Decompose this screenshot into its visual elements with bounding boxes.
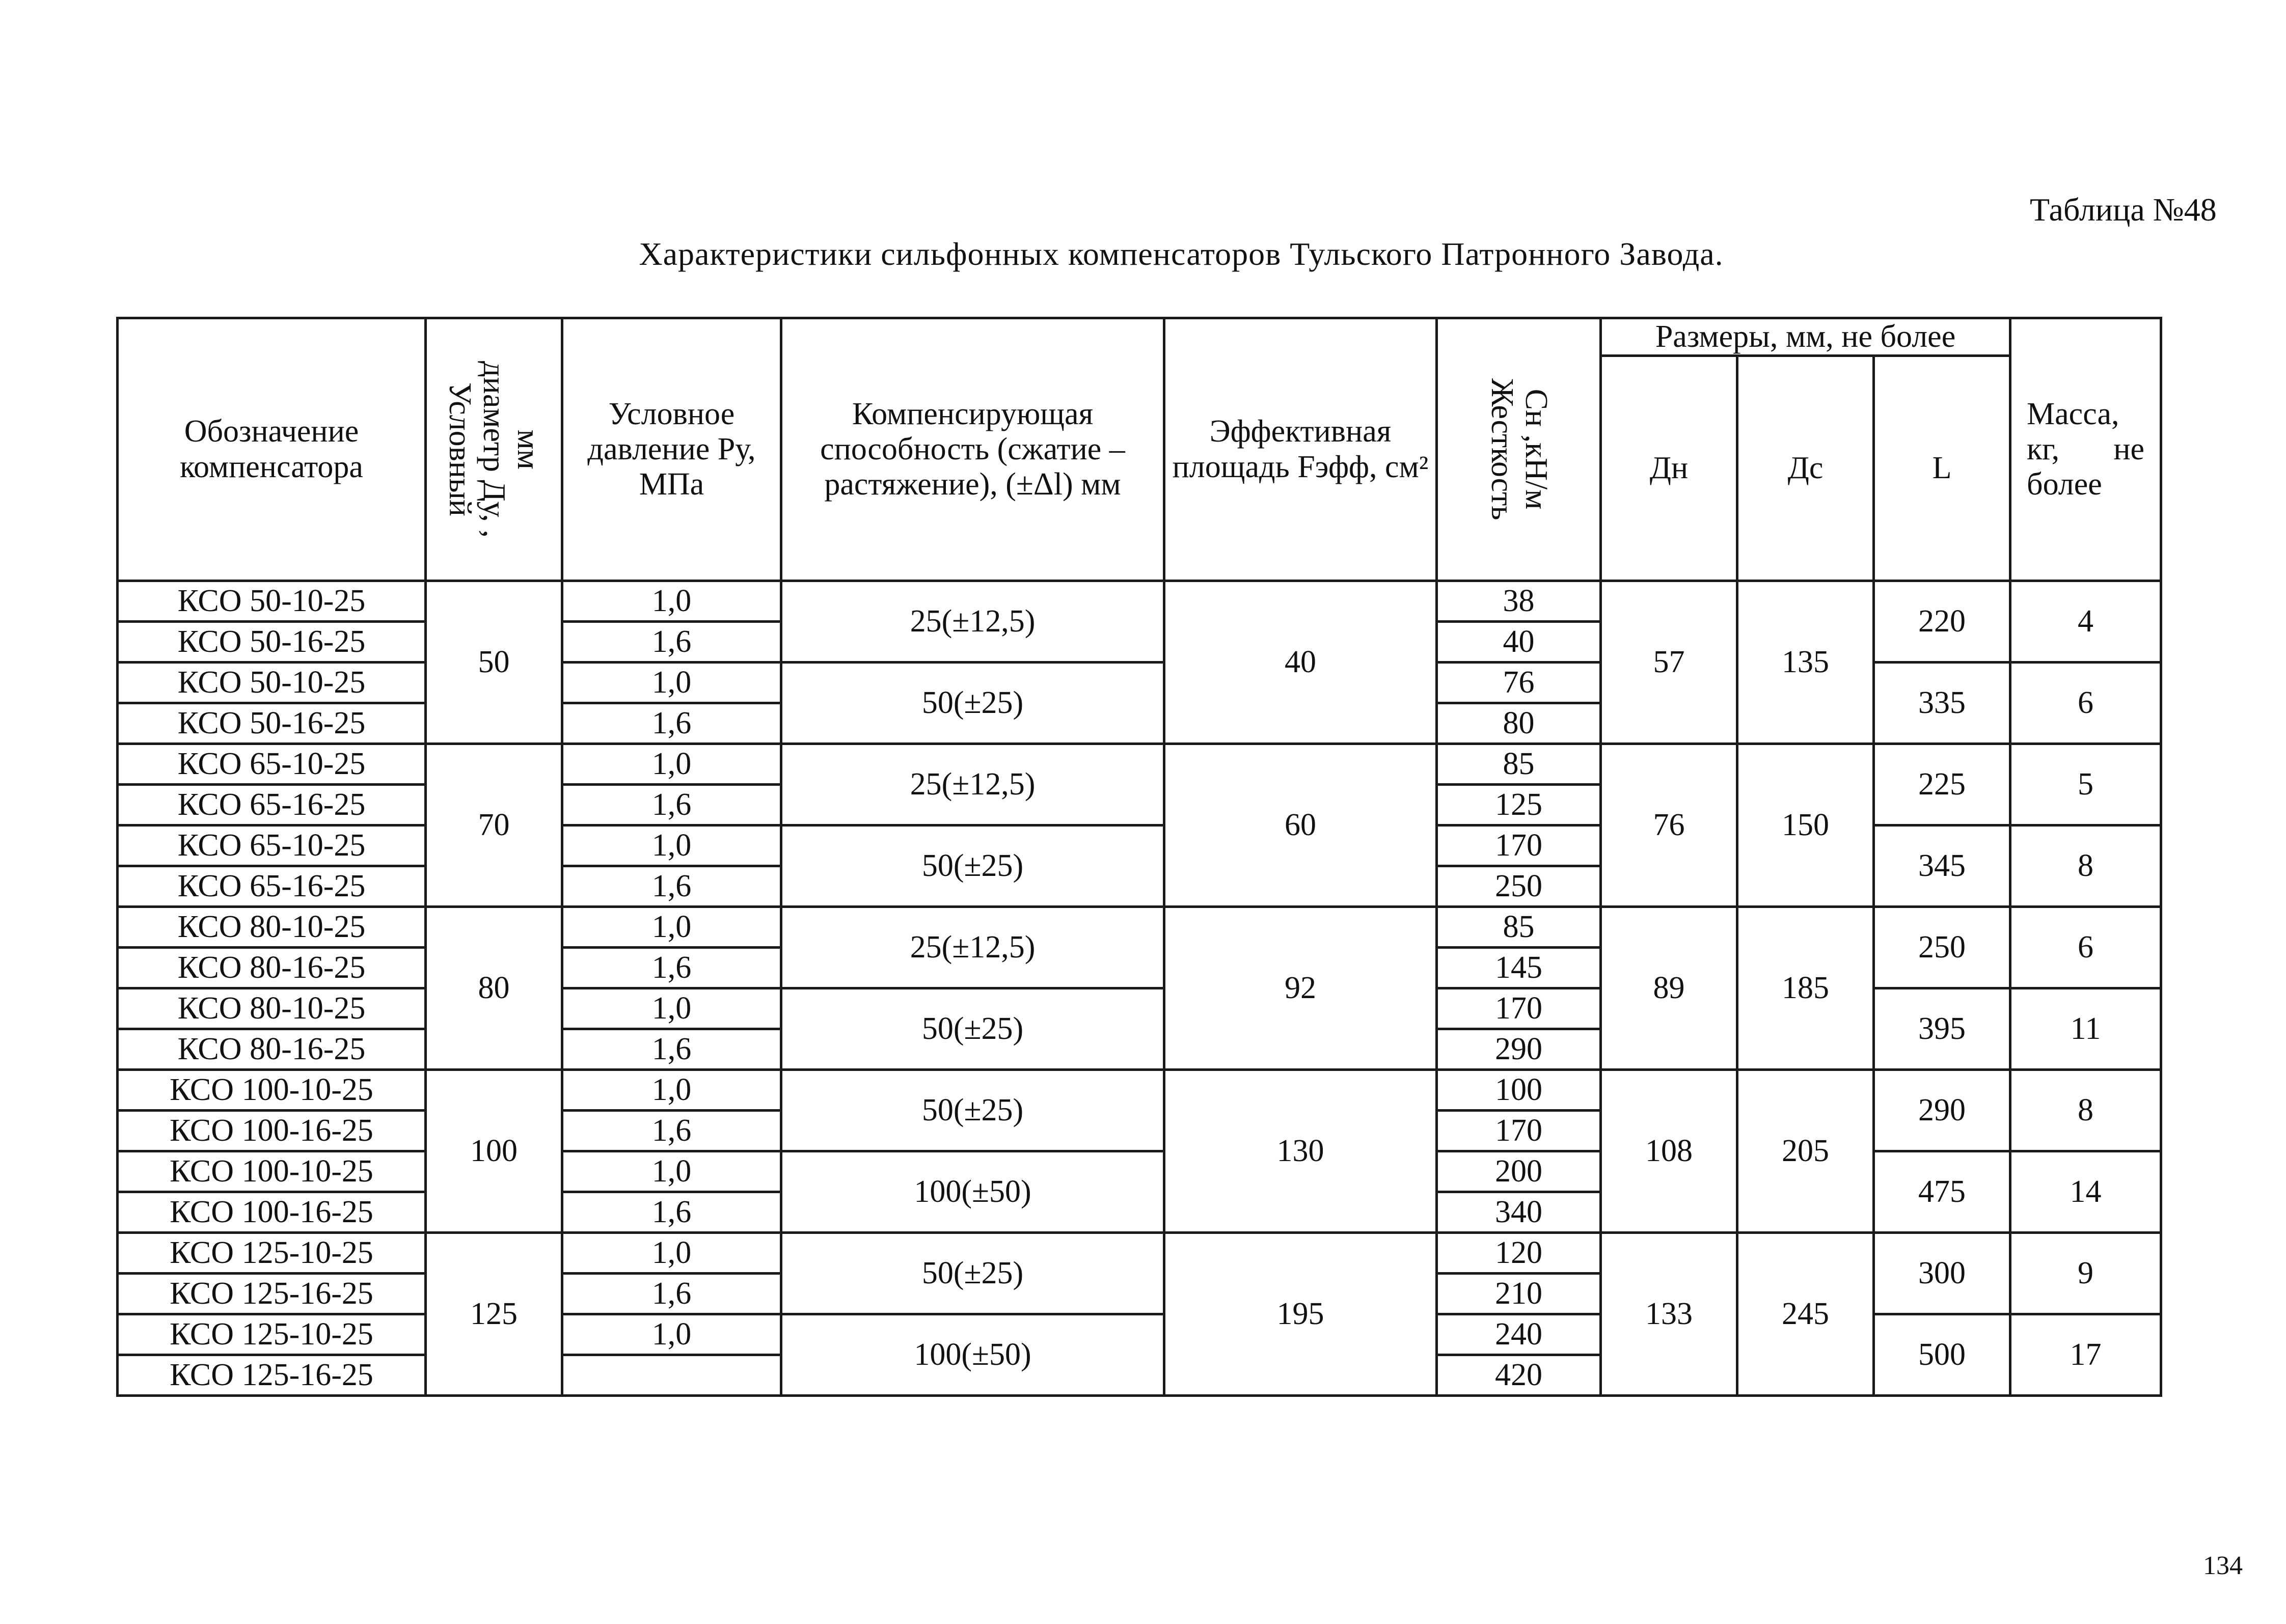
cell-designation: КСО 65-16-25 bbox=[118, 866, 426, 907]
cell-nominal-pressure: 1,6 bbox=[562, 1274, 781, 1314]
cell-stiffness: 85 bbox=[1437, 907, 1601, 948]
cell-nominal-pressure: 1,6 bbox=[562, 622, 781, 663]
cell-compensating-capacity: 100(±50) bbox=[781, 1151, 1164, 1233]
table-row bbox=[118, 907, 2161, 948]
cell-nominal-pressure: 1,0 bbox=[562, 1233, 781, 1274]
header-stiffness: Жесткость Сн ,кН/м bbox=[1437, 318, 1601, 581]
cell-dc: 150 bbox=[1737, 744, 1874, 907]
cell-nominal-pressure: 1,0 bbox=[562, 581, 781, 622]
cell-stiffness: 120 bbox=[1437, 1233, 1601, 1274]
cell-nominal-diameter: 100 bbox=[426, 1070, 562, 1233]
header-dimensions-group: Размеры, мм, не более bbox=[1601, 318, 2010, 356]
cell-dn: 89 bbox=[1601, 907, 1737, 1070]
cell-effective-area: 195 bbox=[1164, 1233, 1437, 1396]
cell-designation: КСО 100-10-25 bbox=[118, 1151, 426, 1192]
cell-nominal-diameter: 70 bbox=[426, 744, 562, 907]
compensator-spec-table bbox=[116, 317, 2162, 1397]
cell-dn: 108 bbox=[1601, 1070, 1737, 1233]
table-row bbox=[118, 1070, 2161, 1111]
cell-compensating-capacity: 50(±25) bbox=[781, 988, 1164, 1070]
cell-compensating-capacity: 50(±25) bbox=[781, 1070, 1164, 1151]
cell-length: 220 bbox=[1874, 581, 2010, 663]
cell-compensating-capacity: 25(±12,5) bbox=[781, 744, 1164, 825]
cell-stiffness: 38 bbox=[1437, 581, 1601, 622]
cell-compensating-capacity: 100(±50) bbox=[781, 1314, 1164, 1396]
cell-nominal-pressure: 1,0 bbox=[562, 663, 781, 703]
cell-dc: 135 bbox=[1737, 581, 1874, 744]
table-row bbox=[118, 1233, 2161, 1274]
cell-dn: 133 bbox=[1601, 1233, 1737, 1396]
cell-compensating-capacity: 25(±12,5) bbox=[781, 907, 1164, 988]
cell-mass: 4 bbox=[2010, 581, 2161, 663]
cell-stiffness: 210 bbox=[1437, 1274, 1601, 1314]
cell-stiffness: 100 bbox=[1437, 1070, 1601, 1111]
cell-mass: 6 bbox=[2010, 907, 2161, 988]
cell-nominal-pressure: 1,6 bbox=[562, 785, 781, 825]
cell-nominal-pressure: 1,6 bbox=[562, 1192, 781, 1233]
cell-stiffness: 40 bbox=[1437, 622, 1601, 663]
cell-length: 335 bbox=[1874, 663, 2010, 744]
cell-mass: 14 bbox=[2010, 1151, 2161, 1233]
cell-dn: 57 bbox=[1601, 581, 1737, 744]
header-row-top bbox=[118, 318, 2161, 356]
cell-designation: КСО 50-10-25 bbox=[118, 581, 426, 622]
cell-stiffness: 80 bbox=[1437, 703, 1601, 744]
cell-effective-area: 60 bbox=[1164, 744, 1437, 907]
cell-designation: КСО 125-10-25 bbox=[118, 1233, 426, 1274]
cell-designation: КСО 80-16-25 bbox=[118, 948, 426, 988]
table-number: Таблица №48 bbox=[2030, 191, 2217, 228]
cell-length: 225 bbox=[1874, 744, 2010, 825]
cell-designation: КСО 80-10-25 bbox=[118, 907, 426, 948]
table-body bbox=[118, 581, 2161, 1396]
cell-length: 345 bbox=[1874, 825, 2010, 907]
cell-stiffness: 200 bbox=[1437, 1151, 1601, 1192]
cell-nominal-pressure: 1,6 bbox=[562, 1029, 781, 1070]
cell-mass: 17 bbox=[2010, 1314, 2161, 1396]
cell-nominal-diameter: 50 bbox=[426, 581, 562, 744]
cell-length: 290 bbox=[1874, 1070, 2010, 1151]
cell-nominal-pressure: 1,0 bbox=[562, 1070, 781, 1111]
cell-dn: 76 bbox=[1601, 744, 1737, 907]
cell-nominal-pressure: 1,0 bbox=[562, 825, 781, 866]
header-effective-area: Эффективная площадь Fэфф, см² bbox=[1164, 318, 1437, 581]
page-number: 134 bbox=[2203, 1551, 2243, 1580]
cell-designation: КСО 50-16-25 bbox=[118, 703, 426, 744]
cell-compensating-capacity: 50(±25) bbox=[781, 663, 1164, 744]
cell-designation: КСО 50-16-25 bbox=[118, 622, 426, 663]
cell-nominal-pressure: 1,6 bbox=[562, 948, 781, 988]
cell-length: 395 bbox=[1874, 988, 2010, 1070]
cell-nominal-pressure: 1,0 bbox=[562, 1151, 781, 1192]
cell-stiffness: 125 bbox=[1437, 785, 1601, 825]
cell-designation: КСО 80-10-25 bbox=[118, 988, 426, 1029]
cell-compensating-capacity: 25(±12,5) bbox=[781, 581, 1164, 663]
cell-stiffness: 290 bbox=[1437, 1029, 1601, 1070]
cell-nominal-pressure: 1,0 bbox=[562, 988, 781, 1029]
cell-effective-area: 130 bbox=[1164, 1070, 1437, 1233]
cell-stiffness: 76 bbox=[1437, 663, 1601, 703]
cell-stiffness: 240 bbox=[1437, 1314, 1601, 1355]
cell-mass: 11 bbox=[2010, 988, 2161, 1070]
cell-dc: 245 bbox=[1737, 1233, 1874, 1396]
cell-designation: КСО 125-10-25 bbox=[118, 1314, 426, 1355]
cell-nominal-diameter: 80 bbox=[426, 907, 562, 1070]
cell-stiffness: 170 bbox=[1437, 988, 1601, 1029]
cell-stiffness: 145 bbox=[1437, 948, 1601, 988]
cell-dc: 205 bbox=[1737, 1070, 1874, 1233]
cell-length: 250 bbox=[1874, 907, 2010, 988]
cell-mass: 6 bbox=[2010, 663, 2161, 744]
cell-compensating-capacity: 50(±25) bbox=[781, 1233, 1164, 1314]
cell-length: 300 bbox=[1874, 1233, 2010, 1314]
cell-length: 500 bbox=[1874, 1314, 2010, 1396]
cell-dc: 185 bbox=[1737, 907, 1874, 1070]
header-dn: Дн bbox=[1601, 356, 1737, 581]
cell-stiffness: 250 bbox=[1437, 866, 1601, 907]
cell-nominal-pressure: 1,0 bbox=[562, 907, 781, 948]
cell-nominal-diameter: 125 bbox=[426, 1233, 562, 1396]
cell-mass: 9 bbox=[2010, 1233, 2161, 1314]
cell-effective-area: 40 bbox=[1164, 581, 1437, 744]
cell-nominal-pressure: 1,0 bbox=[562, 744, 781, 785]
cell-mass: 8 bbox=[2010, 1070, 2161, 1151]
document-title: Характеристики сильфонных компенсаторов Тульского Патронного Завода. bbox=[639, 236, 1724, 272]
cell-designation: КСО 125-16-25 bbox=[118, 1355, 426, 1396]
header-mass: Масса, кг, не более bbox=[2010, 318, 2161, 581]
header-nominal-diameter: Условный диаметр Ду, , мм bbox=[426, 318, 562, 581]
header-designation: Обозначение компенсатора bbox=[118, 318, 426, 581]
cell-stiffness: 170 bbox=[1437, 1111, 1601, 1151]
cell-designation: КСО 100-10-25 bbox=[118, 1070, 426, 1111]
header-nominal-pressure: Условное давление Ру, МПа bbox=[562, 318, 781, 581]
cell-mass: 5 bbox=[2010, 744, 2161, 825]
cell-designation: КСО 100-16-25 bbox=[118, 1111, 426, 1151]
cell-nominal-pressure: 1,6 bbox=[562, 703, 781, 744]
cell-designation: КСО 50-10-25 bbox=[118, 663, 426, 703]
cell-stiffness: 420 bbox=[1437, 1355, 1601, 1396]
cell-nominal-pressure: 1,6 bbox=[562, 1111, 781, 1151]
cell-designation: КСО 65-16-25 bbox=[118, 785, 426, 825]
cell-length: 475 bbox=[1874, 1151, 2010, 1233]
cell-stiffness: 170 bbox=[1437, 825, 1601, 866]
cell-designation: КСО 100-16-25 bbox=[118, 1192, 426, 1233]
table-row bbox=[118, 581, 2161, 622]
header-dc: Дс bbox=[1737, 356, 1874, 581]
cell-nominal-pressure: 1,6 bbox=[562, 866, 781, 907]
cell-compensating-capacity: 50(±25) bbox=[781, 825, 1164, 907]
header-length: L bbox=[1874, 356, 2010, 581]
table-row bbox=[118, 744, 2161, 785]
cell-designation: КСО 65-10-25 bbox=[118, 825, 426, 866]
cell-stiffness: 85 bbox=[1437, 744, 1601, 785]
header-compensating-capacity: Компенсирующая способность (сжатие – растяжение), (±Δl) мм bbox=[781, 318, 1164, 581]
cell-nominal-pressure bbox=[562, 1355, 781, 1396]
cell-effective-area: 92 bbox=[1164, 907, 1437, 1070]
cell-designation: КСО 65-10-25 bbox=[118, 744, 426, 785]
cell-mass: 8 bbox=[2010, 825, 2161, 907]
cell-designation: КСО 80-16-25 bbox=[118, 1029, 426, 1070]
cell-designation: КСО 125-16-25 bbox=[118, 1274, 426, 1314]
cell-stiffness: 340 bbox=[1437, 1192, 1601, 1233]
cell-nominal-pressure: 1,0 bbox=[562, 1314, 781, 1355]
